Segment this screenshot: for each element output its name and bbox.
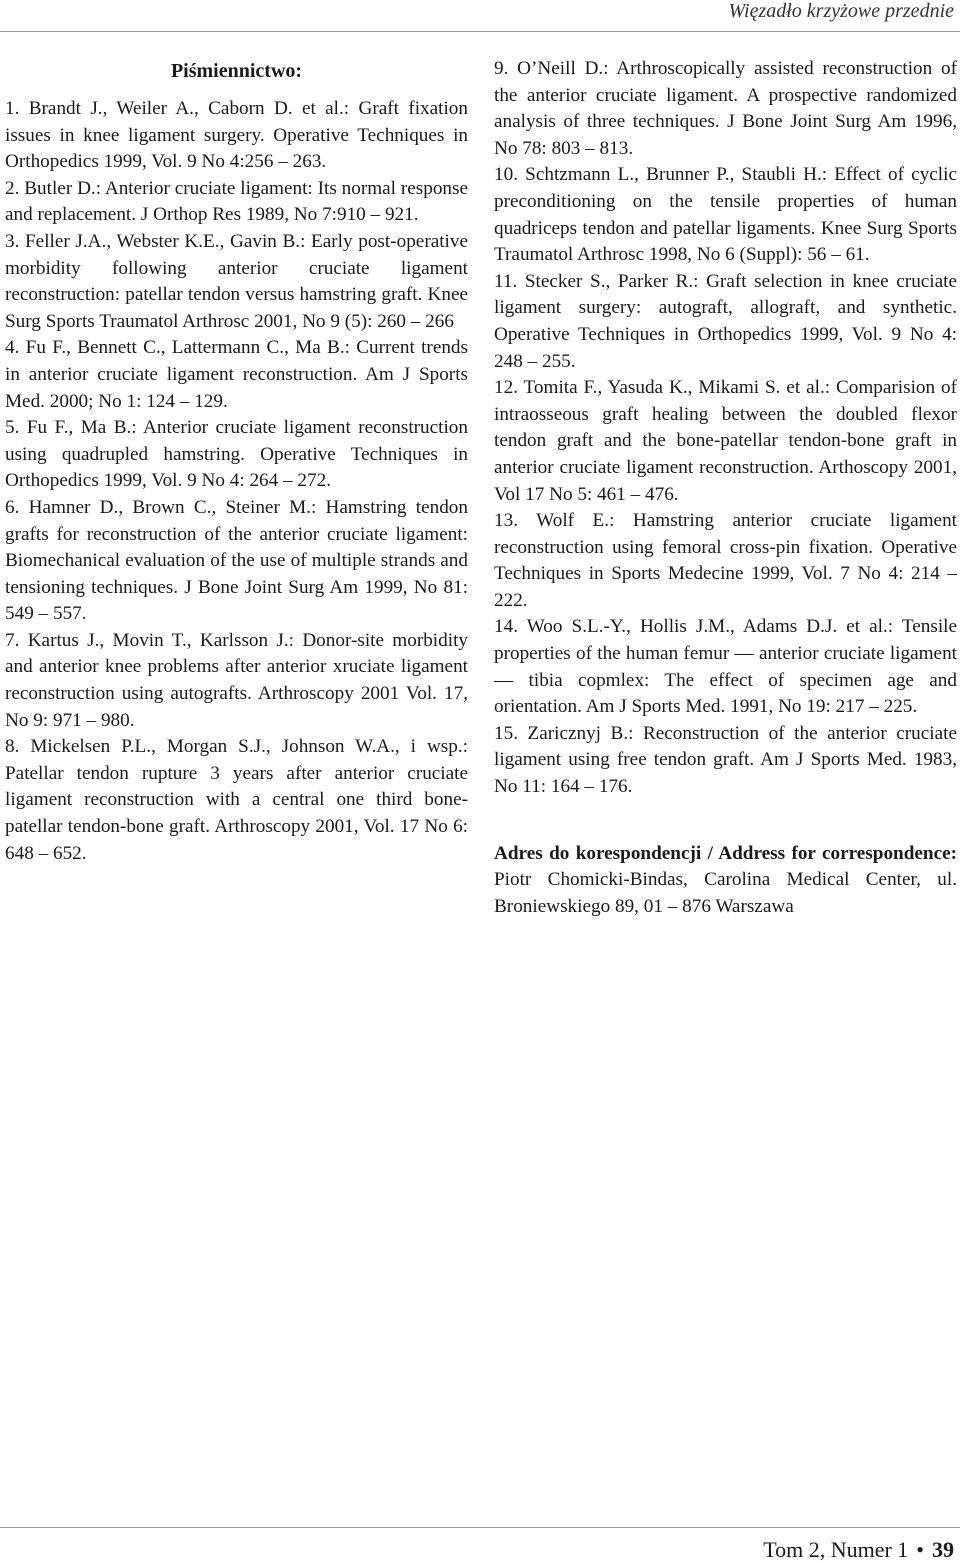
- reference-item: 7. Kartus J., Movin T., Karlsson J.: Donor-site morbidity and anterior knee problems after anterior xruciate ligament reconstruction using autografts. Arthroscopy 2001 Vol. 17, No 9: 971 – 980.: [5, 629, 468, 731]
- correspondence-label: Adres do korespondencji / Address for correspondence:: [494, 842, 957, 864]
- reference-item: 2. Butler D.: Anterior cruciate ligament: Its normal response and replacement. J Orthop Res 1989, No 7:910 – 921.: [5, 177, 468, 226]
- bullet-icon: •: [916, 1537, 924, 1562]
- reference-item: 12. Tomita F., Yasuda K., Mikami S. et al.: Comparision of intraosseous graft healing between the doubled flexor tendon graft and the bone-patellar tendon-bone graft in anterior cruciate ligament reconstruction. Arthoscopy 2001, Vol 17 No 5: 461 – 476.: [494, 377, 957, 505]
- reference-item: 5. Fu F., Ma B.: Anterior cruciate ligament reconstruction using quadrupled hamstring. Operative Techniques in Orthopedics 1999, Vol. 9 No 4: 264 – 272.: [5, 417, 468, 492]
- reference-item: 13. Wolf E.: Hamstring anterior cruciate ligament reconstruction using femoral cross-pin fixation. Operative Techniques in Sports Medecine 1999, Vol. 7 No 4: 214 – 222.: [494, 510, 957, 611]
- reference-item: 15. Zaricznyj B.: Reconstruction of the anterior cruciate ligament using free tendon graft. Am J Sports Med. 1983, No 11: 164 – 176.: [494, 722, 957, 798]
- issue-label: Tom 2, Numer 1: [763, 1537, 909, 1562]
- correspondence-text: Piotr Chomicki-Bindas, Carolina Medical Center, ul. Broniewskiego 89, 01 – 876 Warszawa: [494, 869, 957, 917]
- correspondence-address: [494, 841, 957, 921]
- reference-item: 4. Fu F., Bennett C., Lattermann C., Ma B.: Current trends in anterior cruciate ligament reconstruction. Am J Sports Med. 2000; No 1: 124 – 129.: [5, 337, 468, 412]
- footer-divider: [0, 1527, 960, 1528]
- left-column: [5, 56, 468, 867]
- reference-item: 10. Schtzmann L., Brunner P., Staubli H.: Effect of cyclic preconditioning on the tensile properties of human quadriceps tendon and patellar ligaments. Knee Surg Sports Traumatol Arthrosc 1998, No 6 (Suppl): 56 – 61.: [494, 164, 957, 266]
- header-divider: [0, 31, 960, 32]
- reference-item: 1. Brandt J., Weiler A., Caborn D. et al.: Graft fixation issues in knee ligament surgery. Operative Techniques in Orthopedics 1999, Vol. 9 No 4:256 – 263.: [5, 98, 468, 173]
- reference-item: 14. Woo S.L.-Y., Hollis J.M., Adams D.J. et al.: Tensile properties of the human femur — anterior cruciate ligament — tibia copmlex: The effect of specimen age and orientation. Am J Sports Med. 1991, No 19: 217 – 225.: [494, 616, 957, 718]
- page-number: 39: [932, 1537, 954, 1562]
- right-column: [494, 56, 957, 920]
- reference-item: 9. O’Neill D.: Arthroscopically assisted reconstruction of the anterior cruciate ligament. A prospective randomized analysis of three techniques. J Bone Joint Surg Am 1996, No 78: 803 – 813.: [494, 58, 957, 159]
- reference-item: 3. Feller J.A., Webster K.E., Gavin B.: Early post-operative morbidity following anterior cruciate ligament reconstruction: patellar tendon versus hamstring graft. Knee Surg Sports Traumatol Arthrosc 2001, No 9 (5): 260 – 266: [5, 230, 468, 332]
- running-head-title: Więzadło krzyżowe przednie: [728, 0, 954, 22]
- reference-item: 8. Mickelsen P.L., Morgan S.J., Johnson W.A., i wsp.: Patellar tendon rupture 3 years after anterior cruciate ligament reconstruction with a central one third bone-patellar tendon-bone graft. Arthroscopy 2001, Vol. 17 No 6: 648 – 652.: [5, 736, 468, 864]
- page-footer: [763, 1537, 954, 1563]
- section-title: Piśmiennictwo:: [170, 60, 303, 82]
- reference-item: 6. Hamner D., Brown C., Steiner M.: Hamstring tendon grafts for reconstruction of the anterior cruciate ligament: Biomechanical evaluation of the use of multiple strands and tensioning techniques. J Bone Joint Surg Am 1999, No 81: 549 – 557.: [5, 496, 468, 625]
- reference-item: 11. Stecker S., Parker R.: Graft selection in knee cruciate ligament surgery: autograft, allograft, and synthetic. Operative Techniques in Orthopedics 1999, Vol. 9 No 4: 248 – 255.: [494, 270, 957, 372]
